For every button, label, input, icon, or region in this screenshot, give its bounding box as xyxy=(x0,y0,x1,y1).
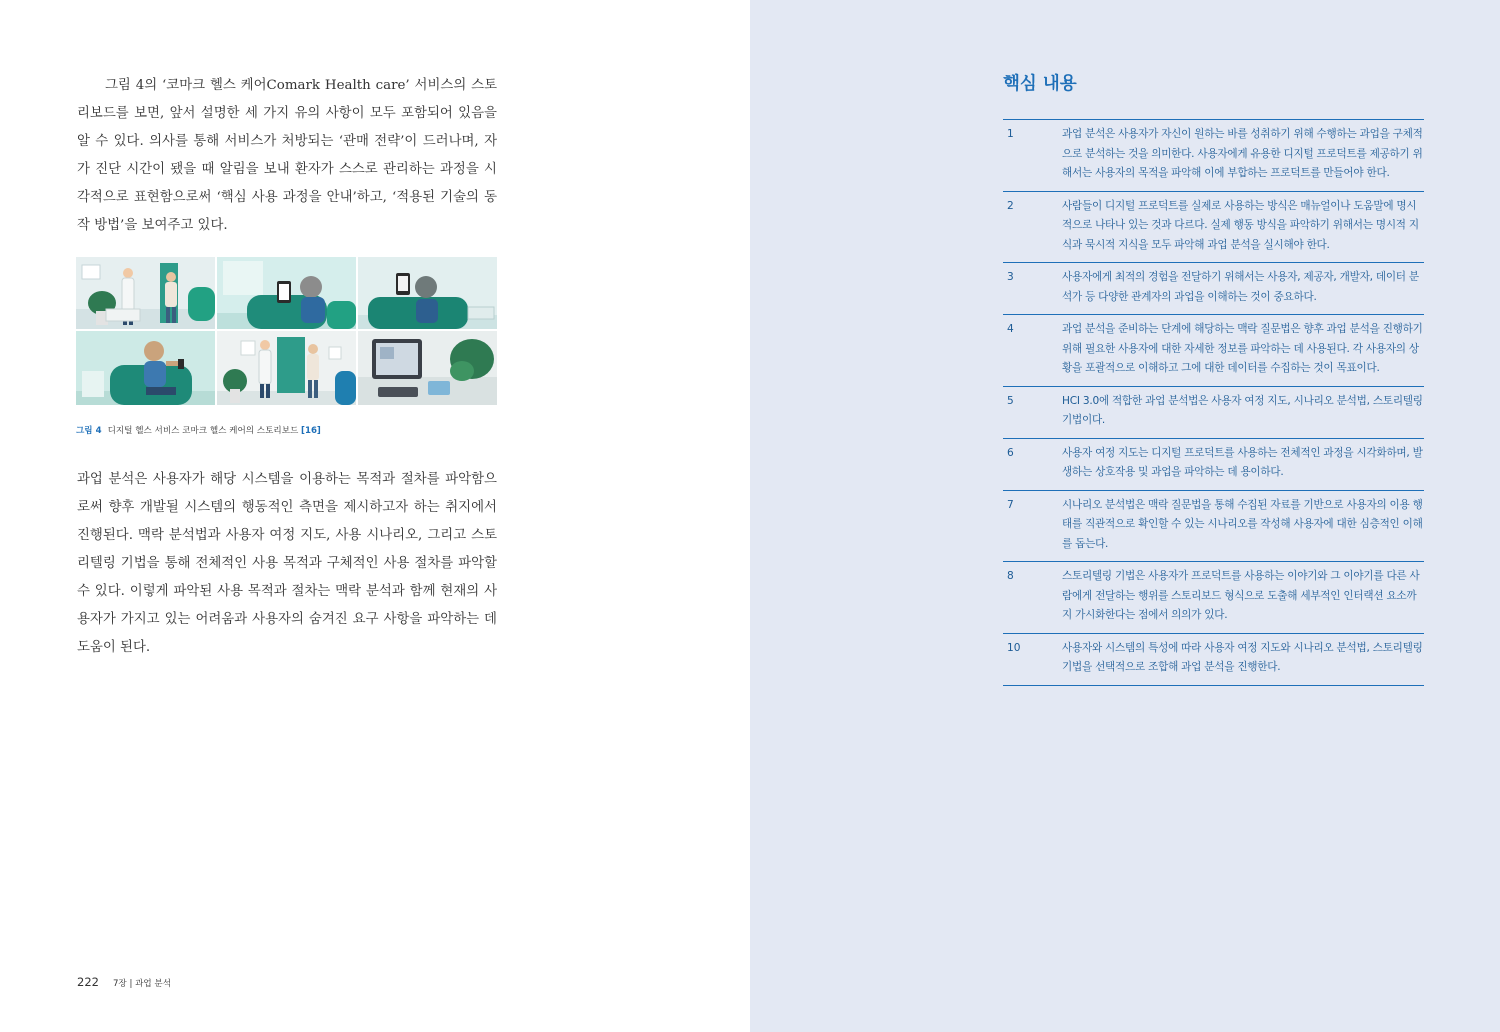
key-point xyxy=(1003,491,1424,563)
storyboard-panel-door xyxy=(217,331,356,405)
key-points-title: 핵심 내용 xyxy=(1003,74,1077,94)
storyboard-panel-phone xyxy=(217,257,356,329)
key-point xyxy=(1003,562,1424,634)
key-point-number: 7 xyxy=(1007,498,1014,511)
body-paragraph-2: 과업 분석은 사용자가 해당 시스템을 이용하는 목적과 절차를 파악함으로써 향후 개발될 시스템의 행동적인 측면을 제시하고자 하는 취지에서 진행된다. 맥락 분석법과 사용자 여정 지도, 사용 시나리오, 그리고 스토리텔링 기법을 통해 전체적인 사용 목적과 구체적인 사용 절차를 파악할 수 있다. 이렇게 파악된 사용 목적과 절차는 맥락 분석과 함께 현재의 사용자가 가지고 있는 어려움과 사용자의 숨겨진 요구 사항을 파악하는 데 도움이 된다. xyxy=(77,472,497,655)
key-point-text: 사람들이 디지털 프로덕트를 실제로 사용하는 방식은 매뉴얼이나 도움말에 명시적으로 나타나 있는 것과 다르다. 실제 행동 방식을 파악하기 위해서는 명시적 지식과 묵시적 지식을 모두 파악해 과업 분석을 실시해야 한다. xyxy=(1062,199,1419,251)
body-paragraph-1: 그림 4의 ‘코마크 헬스 케어Comark Health care’ 서비스의 스토리보드를 보면, 앞서 설명한 세 가지 유의 사항이 모두 포함되어 있음을 알 수 있다. 의사를 통해 서비스가 처방되는 ‘관매 전략’이 드러나며, 자가 진단 시간이 됐을 때 알림을 보내 환자가 스스로 관리하는 과정을 시각적으로 표현함으로써 ‘핵심 사용 과정을 안내’하고, ‘적용된 기술의 동작 방법’을 보여주고 있다. xyxy=(77,78,497,233)
key-point-text: HCI 3.0에 적합한 과업 분석법은 사용자 여정 지도, 시나리오 분석법, 스토리텔링 기법이다. xyxy=(1062,394,1423,426)
storyboard-panel-doctor xyxy=(76,257,215,329)
key-point xyxy=(1003,439,1424,491)
key-point xyxy=(1003,387,1424,439)
key-point-number: 2 xyxy=(1007,199,1014,212)
storyboard-panel-computer xyxy=(358,331,497,405)
key-point-number: 5 xyxy=(1007,394,1014,407)
figure-caption-ref: [16] xyxy=(301,426,321,436)
key-point-text: 사용자에게 최적의 경험을 전달하기 위해서는 사용자, 제공자, 개발자, 데이터 분석가 등 다양한 관계자의 과업을 이해하는 것이 중요하다. xyxy=(1062,271,1419,303)
key-point-number: 8 xyxy=(1007,570,1014,582)
key-point xyxy=(1003,120,1424,192)
key-point-number: 4 xyxy=(1007,323,1014,335)
key-point-text: 스토리텔링 기법은 사용자가 프로덕트를 사용하는 이야기와 그 이야기를 다른 사람에게 전달하는 행위를 스토리보드 형식으로 도출해 세부적인 인터랙션 요소까지 가시화한다는 점에서 의의가 있다. xyxy=(1062,570,1420,621)
storyboard-figure xyxy=(76,257,497,405)
chapter-label: 7장 | 과업 분석 xyxy=(112,979,172,989)
key-point-text: 과업 분석을 준비하는 단계에 해당하는 맥락 질문법은 향후 과업 분석을 진행하기 위해 필요한 사용자에 대한 자세한 정보를 파악하는 데 사용된다. 각 사용자의 상황을 포괄적으로 이해하고 그에 대한 데이터를 수집하는 것이 목표이다. xyxy=(1062,323,1423,374)
key-point-text: 사용자 여정 지도는 디지털 프로덕트를 사용하는 전체적인 과정을 시각화하며, 발생하는 상호작용 및 과업을 파악하는 데 용이하다. xyxy=(1062,446,1423,478)
key-point-number: 10 xyxy=(1007,641,1021,654)
storyboard-panel-device xyxy=(76,331,215,405)
key-point-text: 과업 분석은 사용자가 자신이 원하는 바를 성취하기 위해 수행하는 과업을 구체적으로 분석하는 것을 의미한다. 사용자에게 유용한 디지털 프로덕트를 제공하기 위해서는 사용자의 목적을 파악해 이에 부합하는 프로덕트를 만들어야 한다. xyxy=(1062,128,1423,179)
key-point xyxy=(1003,263,1424,315)
key-point-number: 3 xyxy=(1007,271,1014,283)
key-point-number: 6 xyxy=(1007,446,1014,459)
page-footer xyxy=(77,971,171,990)
key-point xyxy=(1003,634,1424,686)
key-points-list xyxy=(1003,119,1424,686)
key-point-number: 1 xyxy=(1007,128,1014,140)
figure-caption-text: 디지털 헬스 서비스 코마크 헬스 케어의 스토리보드 xyxy=(107,426,299,436)
key-point xyxy=(1003,315,1424,387)
key-point xyxy=(1003,192,1424,264)
key-point-text: 사용자와 시스템의 특성에 따라 사용자 여정 지도와 시나리오 분석법, 스토리텔링 기법을 선택적으로 조합해 과업 분석을 진행한다. xyxy=(1062,641,1423,673)
key-point-text: 시나리오 분석법은 맥락 질문법을 통해 수집된 자료를 기반으로 사용자의 이용 행태를 직관적으로 확인할 수 있는 시나리오를 작성해 사용자에 대한 심층적인 이해를 돕는다. xyxy=(1062,498,1423,550)
page-number: 222 xyxy=(77,975,99,989)
figure-caption-label: 그림 4 xyxy=(76,426,102,436)
figure-caption xyxy=(76,424,321,436)
storyboard-panel-closeup xyxy=(358,257,497,329)
